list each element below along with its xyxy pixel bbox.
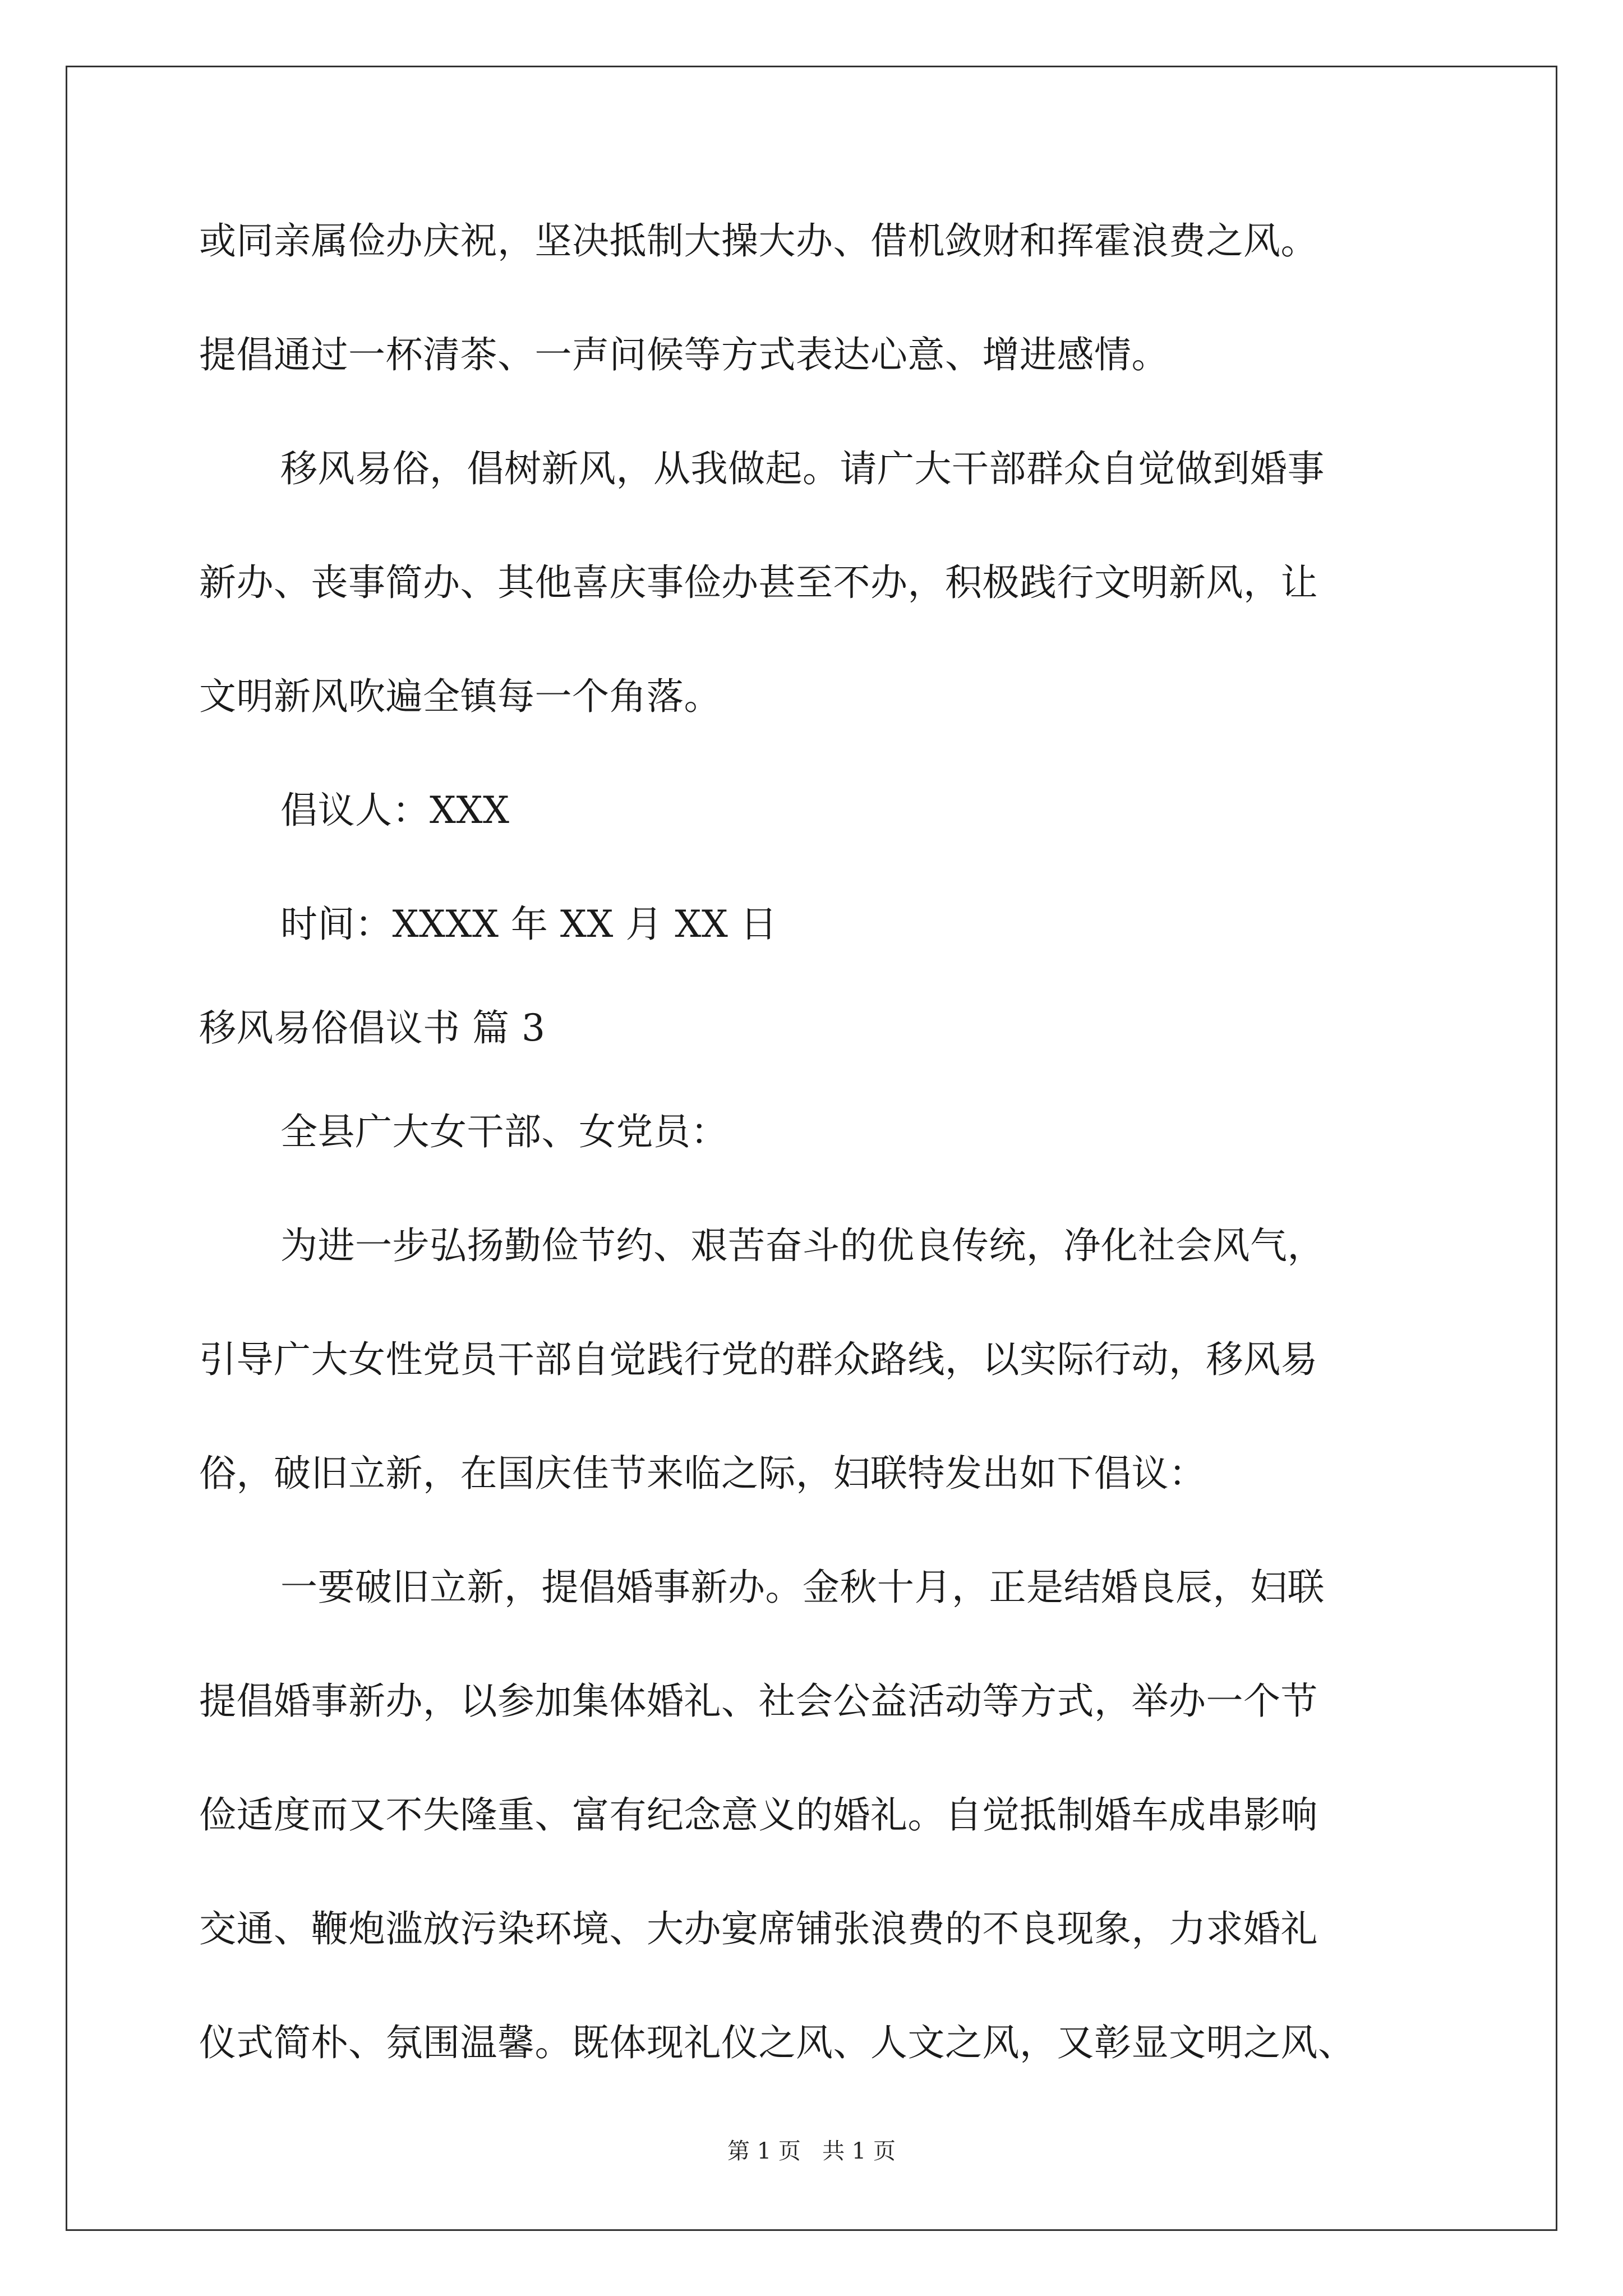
page-number-footer: 第 1 页 共 1 页 bbox=[727, 2138, 896, 2164]
text-line: 或同亲属俭办庆祝，坚决抵制大操大办、借机敛财和挥霍浪费之风。 bbox=[199, 219, 1318, 263]
section-title: 移风易俗倡议书 篇 3 bbox=[199, 1006, 546, 1050]
text-line: 提倡婚事新办，以参加集体婚礼、社会公益活动等方式，举办一个节 bbox=[199, 1680, 1318, 1723]
salutation-line: 全县广大女干部、女党员： bbox=[280, 1110, 728, 1153]
text-line: 仪式简朴、氛围温馨。既体现礼仪之风、人文之风，又彰显文明之风、 bbox=[199, 2021, 1355, 2064]
text-line: 文明新风吹遍全镇每一个角落。 bbox=[199, 675, 721, 718]
text-line: 新办、丧事简办、其他喜庆事俭办甚至不办，积极践行文明新风，让 bbox=[199, 561, 1318, 604]
signatory-line: 倡议人：XXX bbox=[280, 789, 510, 832]
text-line: 移风易俗，倡树新风，从我做起。请广大干部群众自觉做到婚事 bbox=[280, 447, 1325, 490]
text-line: 为进一步弘扬勤俭节约、艰苦奋斗的优良传统，净化社会风气， bbox=[280, 1224, 1325, 1267]
date-line: 时间：XXXX 年 XX 月 XX 日 bbox=[280, 903, 778, 946]
text-line: 一要破旧立新，提倡婚事新办。金秋十月，正是结婚良辰，妇联 bbox=[280, 1566, 1325, 1609]
text-line: 交通、鞭炮滥放污染环境、大办宴席铺张浪费的不良现象，力求婚礼 bbox=[199, 1907, 1318, 1950]
text-line: 引导广大女性党员干部自觉践行党的群众路线，以实际行动，移风易 bbox=[199, 1338, 1318, 1381]
text-line: 俗，破旧立新，在国庆佳节来临之际，妇联特发出如下倡议： bbox=[199, 1452, 1206, 1495]
text-line: 俭适度而又不失隆重、富有纪念意义的婚礼。自觉抵制婚车成串影响 bbox=[199, 1793, 1318, 1837]
text-line: 提倡通过一杯清茶、一声问候等方式表达心意、增进感情。 bbox=[199, 333, 1169, 376]
